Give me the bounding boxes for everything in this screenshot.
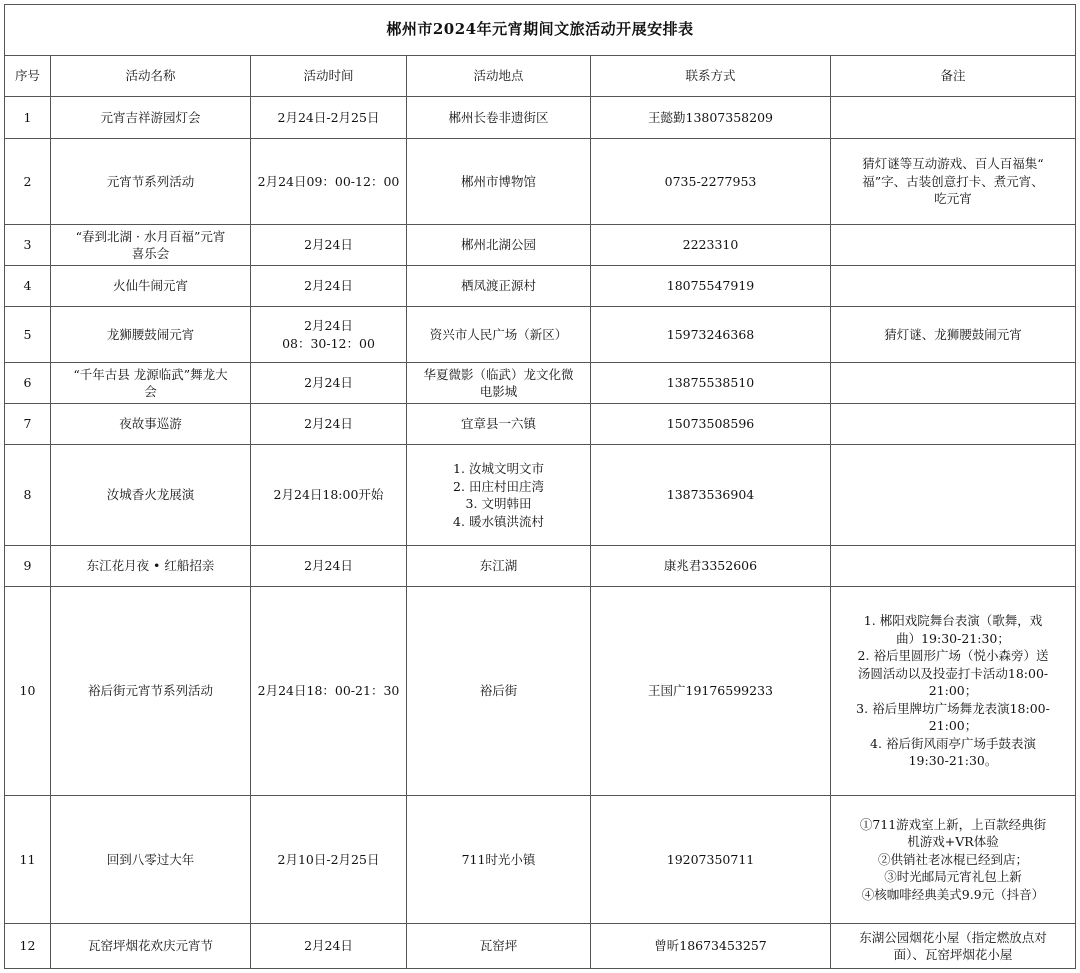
cell-time <box>251 404 407 445</box>
cell-place <box>407 445 591 546</box>
cell-time <box>251 587 407 796</box>
cell-name-line: 东江花月夜 • 红船招亲 <box>86 558 215 574</box>
cell-time <box>251 445 407 546</box>
cell-name <box>51 225 251 266</box>
table-body <box>5 97 1076 969</box>
table-row <box>5 404 1076 445</box>
cell-no-line: 2 <box>23 173 32 189</box>
cell-place <box>407 363 591 404</box>
cell-no <box>5 445 51 546</box>
table-row <box>5 546 1076 587</box>
cell-name-line: 元宵吉祥游园灯会 <box>100 109 201 125</box>
cell-place-line: 栖凤渡正源村 <box>460 278 536 294</box>
cell-place-line: 瓦窑坪 <box>479 938 518 954</box>
cell-time <box>251 363 407 404</box>
cell-place-line: 3. 文明韩田 <box>465 496 532 511</box>
cell-notes <box>831 546 1076 587</box>
cell-notes <box>831 404 1076 445</box>
cell-time <box>251 139 407 225</box>
cell-notes-line: 21:00； <box>928 683 978 699</box>
cell-contact-line: 王国广19176599233 <box>648 683 773 699</box>
cell-no-line: 12 <box>19 938 36 954</box>
header-name: 活动名称 <box>51 56 251 97</box>
cell-place <box>407 404 591 445</box>
cell-place <box>407 546 591 587</box>
cell-place <box>407 225 591 266</box>
cell-notes <box>831 266 1076 307</box>
cell-place-line: 资兴市人民广场（新区） <box>429 326 568 342</box>
cell-no-line: 11 <box>19 851 36 867</box>
cell-place-line: 1. 汝城文明文市 <box>453 461 544 476</box>
cell-name <box>51 97 251 139</box>
cell-place <box>407 307 591 363</box>
table-row <box>5 924 1076 969</box>
cell-contact <box>591 363 831 404</box>
cell-time <box>251 225 407 266</box>
cell-contact-line: 曾昕18673453257 <box>654 938 767 954</box>
cell-no <box>5 139 51 225</box>
cell-notes-line: 19:30-21:30。 <box>908 753 998 769</box>
cell-contact-line: 19207350711 <box>666 851 755 867</box>
cell-time-line: 2月24日 <box>304 416 353 432</box>
cell-time-line: 2月24日 <box>304 318 353 333</box>
cell-notes <box>831 363 1076 404</box>
cell-place <box>407 97 591 139</box>
cell-no-line: 9 <box>23 558 32 574</box>
cell-time-line: 2月24日18：00-21：30 <box>257 683 400 699</box>
table-row <box>5 445 1076 546</box>
cell-name-line: 回到八零过大年 <box>106 851 195 867</box>
cell-name <box>51 363 251 404</box>
cell-contact <box>591 587 831 796</box>
cell-no-line: 4 <box>23 278 32 294</box>
table-row <box>5 97 1076 139</box>
header-row <box>5 56 1076 97</box>
cell-contact-line: 15973246368 <box>666 326 755 342</box>
cell-contact <box>591 225 831 266</box>
cell-contact <box>591 445 831 546</box>
cell-time <box>251 97 407 139</box>
cell-notes <box>831 587 1076 796</box>
cell-notes-line: 机游戏+VR体验 <box>907 834 999 850</box>
cell-contact <box>591 307 831 363</box>
cell-contact-line: 康兆君3352606 <box>663 558 758 574</box>
cell-no <box>5 363 51 404</box>
cell-time-line: 2月24日 <box>304 237 353 253</box>
cell-notes-line: 2. 裕后里圆形广场（悦小森旁）送 <box>857 648 1049 664</box>
schedule-sheet <box>4 4 1076 969</box>
cell-notes-line: 猜灯谜等互动游戏、百人百福集“ <box>862 156 1044 172</box>
cell-place-line: 4. 暖水镇洪流村 <box>453 513 544 529</box>
cell-place-line: 裕后街 <box>479 683 518 699</box>
table-row <box>5 266 1076 307</box>
header-place: 活动地点 <box>407 56 591 97</box>
cell-name <box>51 307 251 363</box>
cell-no-line: 3 <box>23 237 32 253</box>
cell-time-line: 2月10日-2月25日 <box>277 851 380 867</box>
cell-name-line: 火仙牛闹元宵 <box>112 278 188 294</box>
cell-notes-line: ③时光邮局元宵礼包上新 <box>884 869 1022 885</box>
cell-place-line: 711时光小镇 <box>461 851 536 867</box>
cell-contact-line: 2223310 <box>682 237 739 253</box>
header-time: 活动时间 <box>251 56 407 97</box>
cell-no-line: 1 <box>23 109 32 125</box>
cell-name <box>51 139 251 225</box>
table-row <box>5 139 1076 225</box>
header-notes: 备注 <box>831 56 1076 97</box>
cell-no-line: 8 <box>23 487 32 503</box>
cell-notes-line: 汤圆活动以及投壶打卡活动18:00- <box>857 665 1049 681</box>
cell-contact <box>591 924 831 969</box>
cell-place-line: 东江湖 <box>479 558 518 574</box>
table-row <box>5 307 1076 363</box>
cell-name-line: 喜乐会 <box>131 246 170 261</box>
cell-no <box>5 404 51 445</box>
cell-place <box>407 924 591 969</box>
cell-notes-line: 吃元宵 <box>934 191 972 207</box>
cell-contact-line: 18075547919 <box>666 278 755 294</box>
cell-contact-line: 0735-2277953 <box>664 173 757 189</box>
cell-no <box>5 97 51 139</box>
cell-place <box>407 139 591 225</box>
cell-notes <box>831 139 1076 225</box>
cell-time <box>251 546 407 587</box>
cell-name <box>51 587 251 796</box>
cell-time-line: 2月24日-2月25日 <box>277 109 380 125</box>
cell-notes <box>831 307 1076 363</box>
cell-name-line: “千年古县 龙源临武”舞龙大 <box>73 366 228 382</box>
cell-notes-line: 面）、瓦窑坪烟花小屋 <box>893 947 1013 962</box>
cell-place <box>407 796 591 924</box>
cell-place-line: 郴州市博物馆 <box>460 173 536 189</box>
cell-notes-line: ②供销社老冰棍已经到店； <box>877 851 1028 867</box>
cell-notes-line: ④核咖啡经典美式9.9元（抖音） <box>861 886 1045 902</box>
cell-notes-line: 东湖公园烟花小屋（指定燃放点对 <box>859 929 1047 945</box>
cell-notes <box>831 225 1076 266</box>
cell-place-line: 郴州北湖公园 <box>460 237 536 253</box>
cell-name-line: 汝城香火龙展演 <box>106 487 195 503</box>
cell-notes-line: ①711游戏室上新，上百款经典街 <box>859 816 1047 832</box>
schedule-table <box>4 4 1076 969</box>
cell-place-line: 电影城 <box>479 384 518 399</box>
cell-time-line: 2月24日18:00开始 <box>273 487 384 503</box>
cell-no-line: 5 <box>23 326 32 342</box>
cell-no <box>5 587 51 796</box>
cell-name <box>51 404 251 445</box>
cell-name-line: 会 <box>144 384 157 399</box>
cell-notes-line: 曲）19:30-21:30； <box>896 630 1010 646</box>
cell-notes-line: 福”字、古装创意打卡、煮元宵、 <box>862 173 1044 189</box>
cell-time-line: 2月24日09：00-12：00 <box>257 173 400 189</box>
cell-time <box>251 924 407 969</box>
cell-no <box>5 225 51 266</box>
cell-time <box>251 307 407 363</box>
cell-name-line: “春到北湖 · 水月百福”元宵 <box>75 228 226 244</box>
cell-notes-line: 21:00； <box>928 718 978 734</box>
cell-no-line: 7 <box>23 416 32 432</box>
cell-name-line: 瓦窑坪烟花欢庆元宵节 <box>87 938 213 954</box>
cell-notes <box>831 924 1076 969</box>
cell-contact <box>591 97 831 139</box>
cell-time-line: 08：30-12：00 <box>282 335 375 351</box>
header-no: 序号 <box>5 56 51 97</box>
cell-contact <box>591 404 831 445</box>
cell-time <box>251 796 407 924</box>
cell-no <box>5 266 51 307</box>
table-row <box>5 225 1076 266</box>
cell-notes-line: 3. 裕后里牌坊广场舞龙表演18:00- <box>856 700 1050 716</box>
cell-place-line: 华夏微影（临武）龙文化微 <box>423 366 574 382</box>
cell-no-line: 10 <box>19 683 36 699</box>
cell-time <box>251 266 407 307</box>
cell-place-line: 2. 田庄村田庄湾 <box>453 478 544 494</box>
cell-name-line: 龙狮腰鼓闹元宵 <box>106 326 195 342</box>
cell-notes <box>831 445 1076 546</box>
cell-time-line: 2月24日 <box>304 278 353 294</box>
cell-notes <box>831 97 1076 139</box>
cell-name-line: 裕后街元宵节系列活动 <box>87 683 213 699</box>
table-row <box>5 587 1076 796</box>
cell-contact <box>591 796 831 924</box>
cell-notes-line: 4. 裕后街风雨亭广场手鼓表演 <box>870 735 1036 751</box>
cell-contact-line: 王懿勤13807358209 <box>648 109 773 125</box>
cell-name <box>51 445 251 546</box>
cell-place-line: 宜章县一六镇 <box>460 416 536 432</box>
table-title: 郴州市2024年元宵期间文旅活动开展安排表 <box>5 5 1076 56</box>
cell-notes-line: 猜灯谜、龙狮腰鼓闹元宵 <box>884 326 1022 342</box>
cell-name-line: 元宵节系列活动 <box>106 173 195 189</box>
cell-contact-line: 13875538510 <box>666 375 755 391</box>
cell-contact <box>591 546 831 587</box>
cell-no <box>5 796 51 924</box>
cell-name <box>51 266 251 307</box>
cell-no-line: 6 <box>23 375 32 391</box>
cell-name <box>51 924 251 969</box>
table-row <box>5 796 1076 924</box>
cell-time-line: 2月24日 <box>304 375 353 391</box>
cell-contact-line: 15073508596 <box>666 416 755 432</box>
cell-notes <box>831 796 1076 924</box>
cell-contact <box>591 139 831 225</box>
header-contact: 联系方式 <box>591 56 831 97</box>
cell-place <box>407 266 591 307</box>
table-row <box>5 363 1076 404</box>
cell-no <box>5 307 51 363</box>
cell-place-line: 郴州长卷非遗街区 <box>448 109 549 125</box>
cell-time-line: 2月24日 <box>304 938 353 954</box>
cell-time-line: 2月24日 <box>304 558 353 574</box>
cell-no <box>5 924 51 969</box>
cell-name <box>51 546 251 587</box>
cell-contact <box>591 266 831 307</box>
cell-no <box>5 546 51 587</box>
cell-contact-line: 13873536904 <box>666 487 755 503</box>
cell-notes-line: 1. 郴阳戏院舞台表演（歌舞，戏 <box>863 613 1043 629</box>
cell-name-line: 夜故事巡游 <box>119 416 182 432</box>
cell-place <box>407 587 591 796</box>
cell-name <box>51 796 251 924</box>
